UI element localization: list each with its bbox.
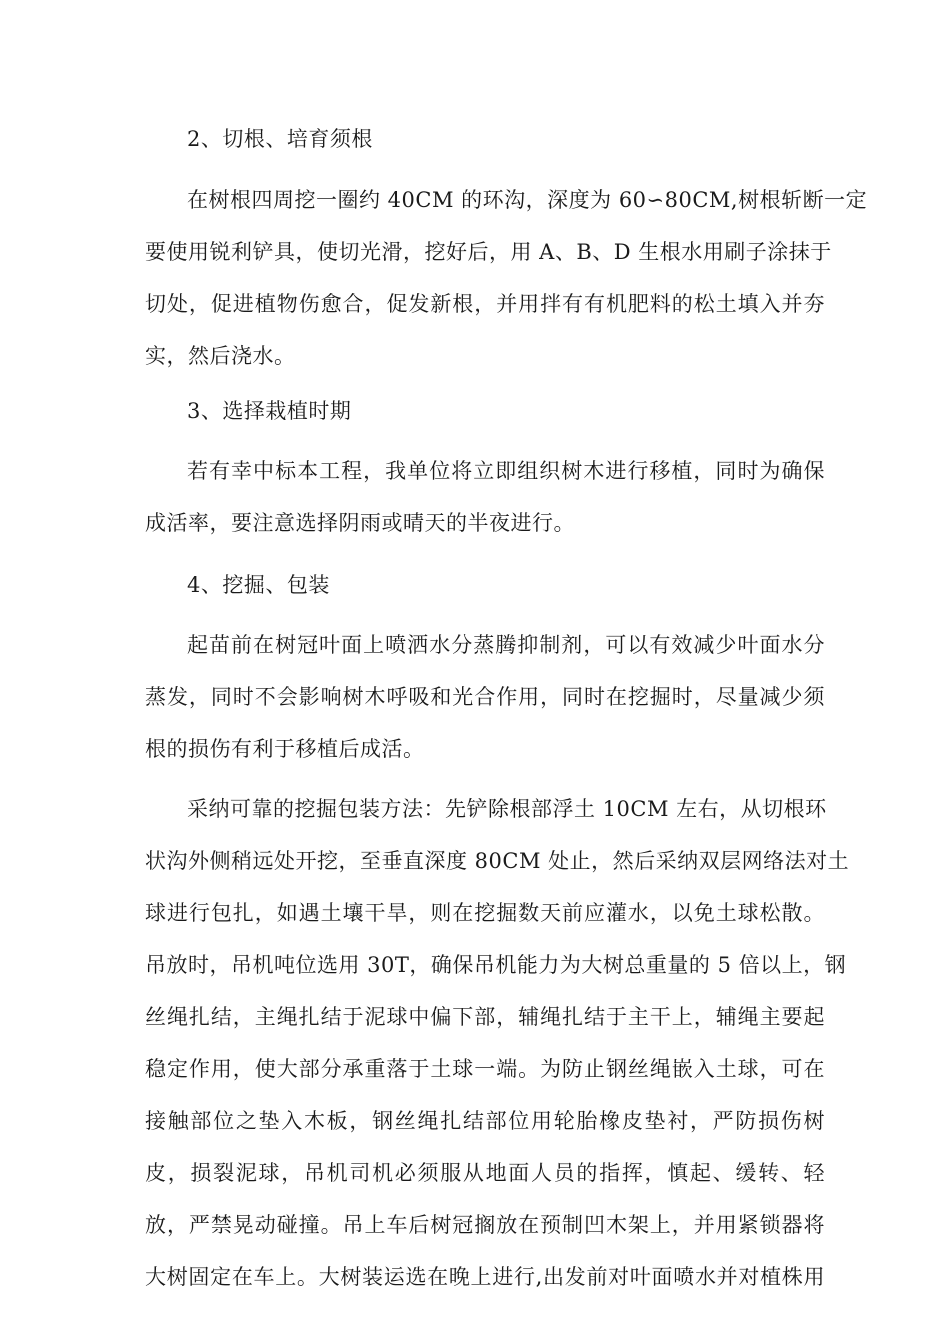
paragraph-line: 若有幸中标本工程，我单位将立即组织树木进行移植，同时为确保 xyxy=(187,459,825,483)
paragraph-line: 蒸发，同时不会影响树木呼吸和光合作用，同时在挖掘时，尽量减少须 xyxy=(145,685,825,709)
paragraph-line: 切处，促进植物伤愈合，促发新根，并用拌有有机肥料的松土填入并夯 xyxy=(145,292,825,316)
section-heading: 3、选择栽植时期 xyxy=(187,399,352,423)
paragraph-line: 丝绳扎结，主绳扎结于泥球中偏下部，辅绳扎结于主干上，辅绳主要起 xyxy=(145,1005,825,1029)
section-heading: 4、挖掘、包装 xyxy=(187,573,330,597)
paragraph-line: 接触部位之垫入木板，钢丝绳扎结部位用轮胎橡皮垫衬，严防损伤树 xyxy=(145,1109,825,1133)
paragraph-line: 状沟外侧稍远处开挖，至垂直深度 80CM 处止，然后采纳双层网络法对土 xyxy=(145,849,850,873)
paragraph-line: 起苗前在树冠叶面上喷洒水分蒸腾抑制剂，可以有效减少叶面水分 xyxy=(187,633,825,657)
paragraph-line: 采纳可靠的挖掘包装方法：先铲除根部浮土 10CM 左右，从切根环 xyxy=(187,797,827,821)
paragraph-line: 球进行包扎，如遇土壤干旱，则在挖掘数天前应灌水，以免土球松散。 xyxy=(145,901,825,925)
section-heading: 2、切根、培育须根 xyxy=(187,127,373,151)
paragraph-line: 要使用锐利铲具，使切光滑，挖好后，用 A、B、D 生根水用刷子涂抹于 xyxy=(145,240,832,264)
paragraph-line: 吊放时，吊机吨位选用 30T，确保吊机能力为大树总重量的 5 倍以上，钢 xyxy=(145,953,847,977)
paragraph-line: 实，然后浇水。 xyxy=(145,344,296,368)
paragraph-line: 在树根四周挖一圈约 40CM 的环沟，深度为 60∽80CM,树根斩断一定 xyxy=(187,188,868,212)
paragraph-line: 大树固定在车上。大树装运选在晚上进行,出发前对叶面喷水并对植株用 xyxy=(145,1265,825,1289)
paragraph-line: 根的损伤有利于移植后成活。 xyxy=(145,737,425,761)
paragraph-line: 放，严禁晃动碰撞。吊上车后树冠搁放在预制凹木架上，并用紧锁器将 xyxy=(145,1213,825,1237)
paragraph-line: 皮，损裂泥球，吊机司机必须服从地面人员的指挥，慎起、缓转、轻 xyxy=(145,1161,825,1185)
paragraph-line: 成活率，要注意选择阴雨或晴天的半夜进行。 xyxy=(145,511,575,535)
paragraph-line: 稳定作用，使大部分承重落于土球一端。为防止钢丝绳嵌入土球，可在 xyxy=(145,1057,825,1081)
